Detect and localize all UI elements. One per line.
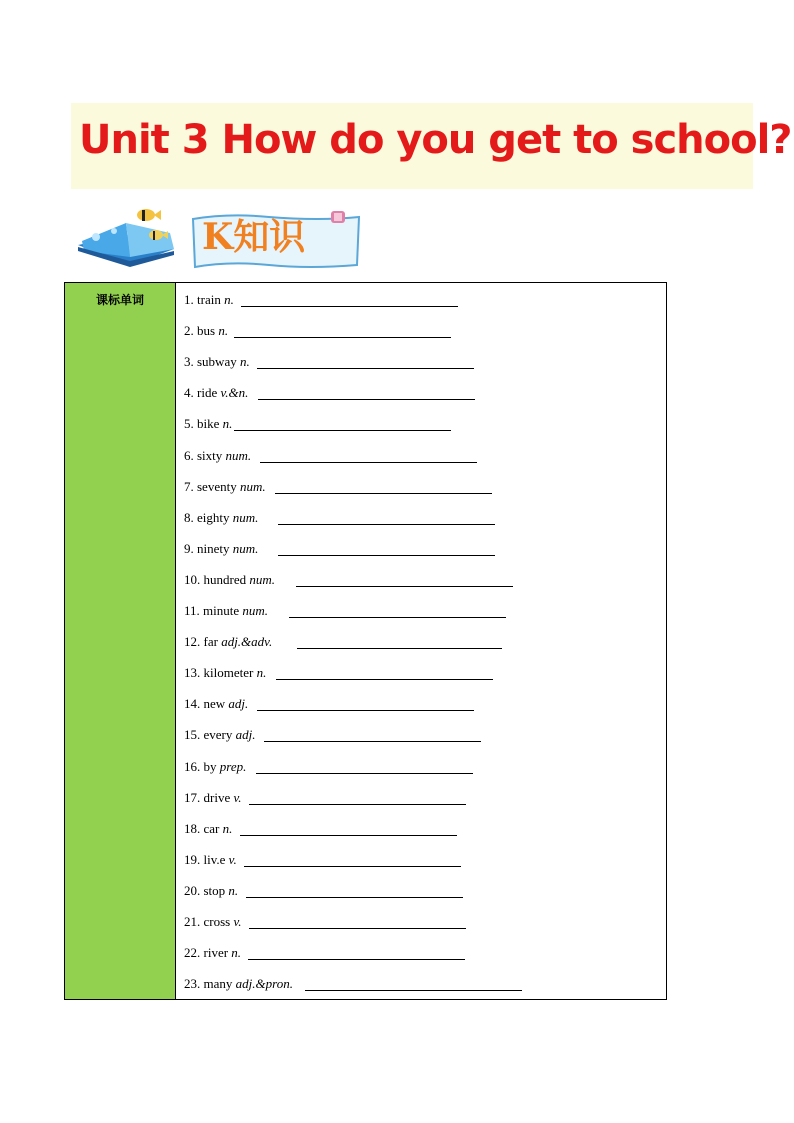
vocab-word: kilometer (203, 665, 254, 681)
vocab-number: 4. (184, 385, 194, 401)
answer-blank[interactable] (248, 959, 465, 960)
vocab-word: cross (203, 914, 231, 929)
page-title: Unit 3 How do you get to school? (79, 117, 792, 163)
vocab-word: eighty (197, 509, 230, 525)
knowledge-text: 知识 (233, 217, 306, 258)
vocabulary-table (64, 282, 667, 1000)
vocab-number: 19. (184, 851, 201, 867)
vocab-item (184, 881, 238, 901)
answer-blank[interactable] (264, 741, 481, 742)
vocab-item (184, 383, 248, 403)
vocab-number: 3. (184, 354, 194, 370)
vocab-word: train (197, 292, 221, 307)
vocab-word: hundred (203, 571, 247, 587)
vocab-number: 15. (184, 727, 201, 743)
vocab-item (184, 601, 268, 621)
vocab-item (184, 414, 232, 434)
vocab-item (184, 757, 246, 777)
answer-blank[interactable] (296, 586, 513, 587)
answer-blank[interactable] (275, 493, 492, 494)
vocab-part-of-speech: prep. (219, 758, 247, 774)
vocab-number: 14. (184, 696, 201, 712)
knowledge-section-header (74, 205, 364, 271)
vocab-number: 20. (184, 882, 201, 898)
answer-blank[interactable] (249, 928, 466, 929)
answer-blank[interactable] (276, 679, 493, 680)
vocab-word: many (203, 976, 233, 992)
vocab-number: 22. (184, 945, 201, 961)
vocab-word: by (203, 758, 217, 774)
vocab-part-of-speech: adj.&pron. (235, 976, 293, 992)
answer-blank[interactable] (260, 462, 477, 463)
vocab-number: 17. (184, 789, 201, 805)
open-book-fish-icon (74, 205, 182, 269)
vocab-item (184, 352, 250, 372)
answer-blank[interactable] (257, 368, 474, 369)
answer-blank[interactable] (297, 648, 502, 649)
vocab-number: 8. (184, 509, 194, 525)
vocab-item (184, 912, 242, 932)
vocab-number: 12. (184, 634, 201, 650)
vocab-number: 13. (184, 665, 201, 681)
vocab-number: 6. (184, 447, 194, 463)
vocab-word: car (203, 820, 220, 836)
vocab-item (184, 632, 272, 652)
vocab-item (184, 446, 251, 466)
vocab-item (184, 508, 258, 528)
vocab-part-of-speech: num. (225, 447, 252, 463)
vocab-number: 9. (184, 540, 194, 556)
vocab-word: sixty (197, 447, 223, 463)
answer-blank[interactable] (256, 773, 473, 774)
category-cell (65, 283, 176, 999)
answer-blank[interactable] (246, 897, 463, 898)
vocab-number: 23. (184, 976, 201, 992)
answer-blank[interactable] (249, 804, 466, 805)
vocab-part-of-speech: num. (232, 540, 259, 556)
vocab-word: river (203, 945, 229, 961)
answer-blank[interactable] (258, 399, 475, 400)
vocab-part-of-speech: adj.&adv. (221, 634, 273, 650)
vocab-part-of-speech: num. (239, 478, 266, 494)
vocab-part-of-speech: n. (222, 416, 233, 432)
vocab-word: minute (203, 603, 240, 618)
answer-blank[interactable] (278, 555, 495, 556)
vocab-word: every (203, 727, 233, 743)
vocab-word: drive (203, 789, 231, 805)
vocab-part-of-speech: v. (228, 851, 237, 867)
vocab-part-of-speech: num. (249, 571, 275, 587)
vocab-item (184, 850, 237, 870)
vocab-number: 18. (184, 820, 201, 836)
answer-blank[interactable] (234, 337, 451, 338)
answer-blank[interactable] (241, 306, 458, 307)
knowledge-label (202, 217, 305, 258)
vocab-word: new (203, 696, 226, 712)
vocab-part-of-speech: v. (233, 914, 242, 929)
vocab-item (184, 943, 241, 963)
vocab-part-of-speech: num. (242, 603, 269, 618)
vocab-item (184, 788, 242, 808)
vocab-number: 1. (184, 292, 194, 307)
vocab-item (184, 290, 234, 310)
vocab-number: 7. (184, 478, 194, 494)
vocab-number: 2. (184, 323, 194, 339)
vocab-part-of-speech: num. (232, 509, 259, 525)
vocab-part-of-speech: v. (233, 789, 242, 805)
vocab-number: 16. (184, 758, 201, 774)
vocab-word: ride (197, 385, 218, 401)
vocab-item (184, 539, 258, 559)
answer-blank[interactable] (289, 617, 506, 618)
vocab-part-of-speech: n. (218, 323, 229, 339)
answer-blank[interactable] (305, 990, 522, 991)
vocab-item (184, 477, 266, 497)
vocab-part-of-speech: adj. (235, 727, 256, 743)
vocab-word: liv.e (203, 851, 226, 867)
vocab-word: seventy (197, 478, 237, 494)
vocab-number: 10. (184, 571, 201, 587)
category-label: 课标单词 (95, 293, 144, 307)
vocab-item (184, 819, 232, 839)
vocab-item (184, 694, 248, 714)
vocab-part-of-speech: n. (239, 354, 250, 370)
vocab-item (184, 725, 256, 745)
answer-blank[interactable] (234, 430, 451, 431)
vocab-part-of-speech: n. (231, 945, 242, 961)
vocab-part-of-speech: n. (228, 882, 239, 898)
vocab-part-of-speech: v.&n. (220, 385, 249, 401)
vocab-number: 21. (184, 914, 201, 929)
vocab-part-of-speech: n. (256, 665, 267, 681)
vocab-word: bike (197, 416, 220, 432)
vocab-word: ninety (197, 540, 230, 556)
vocab-item (184, 570, 275, 590)
vocab-number: 5. (184, 416, 194, 432)
vocab-part-of-speech: adj. (228, 696, 249, 712)
vocab-word: stop (203, 882, 226, 898)
vocab-item (184, 321, 228, 341)
vocab-number: 11. (184, 603, 200, 618)
vocab-word: bus (197, 323, 216, 339)
title-banner (71, 103, 792, 189)
answer-blank[interactable] (240, 835, 457, 836)
answer-blank[interactable] (278, 524, 495, 525)
vocab-item (184, 663, 266, 683)
vocab-word: subway (197, 354, 237, 370)
answer-blank[interactable] (257, 710, 474, 711)
vocab-part-of-speech: n. (222, 820, 233, 836)
vocab-word: far (203, 634, 218, 650)
answer-blank[interactable] (244, 866, 461, 867)
vocab-part-of-speech: n. (224, 292, 234, 307)
knowledge-letter: K (202, 216, 234, 258)
vocab-item (184, 974, 293, 994)
